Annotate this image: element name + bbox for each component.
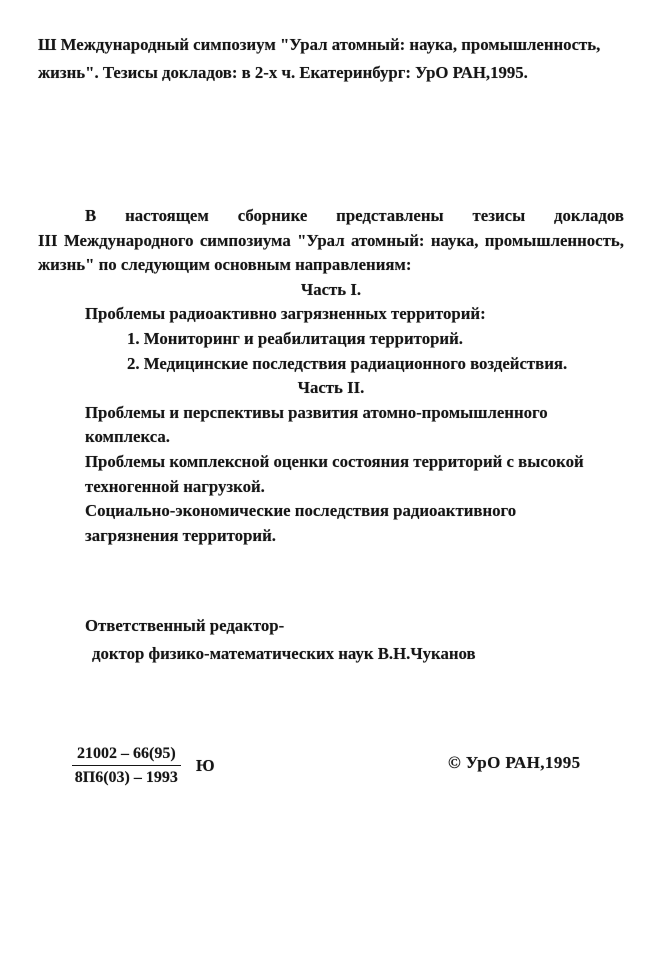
editor-name: доктор физико-математических наук В.Н.Чуканов (92, 644, 476, 663)
copyright-notice: © УрО РАН,1995 (448, 753, 581, 772)
intro-line2-word: симпозиума (199, 230, 291, 250)
editor-title: Ответственный редактор- (85, 616, 285, 635)
catalog-code-suffix: Ю (196, 756, 215, 775)
intro-line2-word: Международного (63, 230, 194, 250)
bibliographic-citation (38, 31, 624, 86)
intro-line1-word: настоящем (125, 206, 209, 225)
intro-line1-word: В (85, 206, 97, 225)
intro-line1-word: сборнике (237, 206, 308, 225)
editor-block (85, 612, 476, 668)
part1-intro: Проблемы радиоактивно загрязненных территорий: (85, 304, 486, 324)
part2-line-3: Проблемы комплексной оценки состояния территорий с высокой (85, 451, 584, 471)
intro-line2-word: "Урал (297, 230, 345, 250)
part1-heading: Часть I. (300, 279, 362, 299)
intro-line1-word: докладов (554, 206, 624, 225)
catalog-code-numerator: 21002 – 66(95) (72, 744, 181, 766)
catalog-code-denominator: 8П6(03) – 1993 (74, 769, 178, 786)
citation-line-1: Ш Международный симпозиум "Урал атомный: наука, промышленность, (38, 35, 601, 54)
part2-line-2: комплекса. (85, 427, 170, 447)
intro-line-2 (38, 229, 624, 254)
citation-line-2: жизнь". Тезисы докладов: в 2-х ч. Екатеринбург: УрО РАН,1995. (38, 62, 528, 82)
part2-line-5: Социально-экономические последствия радиоактивного (85, 501, 517, 521)
part2-line-1: Проблемы и перспективы развития атомно-промышленного (85, 402, 548, 422)
part1-item-2: 2. Медицинские последствия радиационного воздействия. (127, 353, 568, 373)
intro-line2-word: наука, (430, 230, 479, 250)
annotation-block (38, 204, 624, 548)
intro-line2-word: промышленность, (484, 230, 624, 250)
part1-item-1: 1. Мониторинг и реабилитация территорий. (127, 328, 463, 348)
intro-line-1 (85, 204, 624, 229)
intro-line1-word: тезисы (472, 206, 526, 225)
part2-heading: Часть II. (297, 378, 365, 398)
intro-line-3: жизнь" по следующим основным направлениям: (38, 255, 412, 275)
part2-line-4: техногенной нагрузкой. (85, 476, 265, 496)
intro-line2-word: III (38, 230, 58, 250)
part2-line-6: загрязнения территорий. (85, 525, 276, 545)
catalog-code-fraction (72, 744, 181, 787)
intro-line1-word: представлены (336, 206, 444, 225)
intro-line2-word: атомный: (350, 230, 425, 250)
